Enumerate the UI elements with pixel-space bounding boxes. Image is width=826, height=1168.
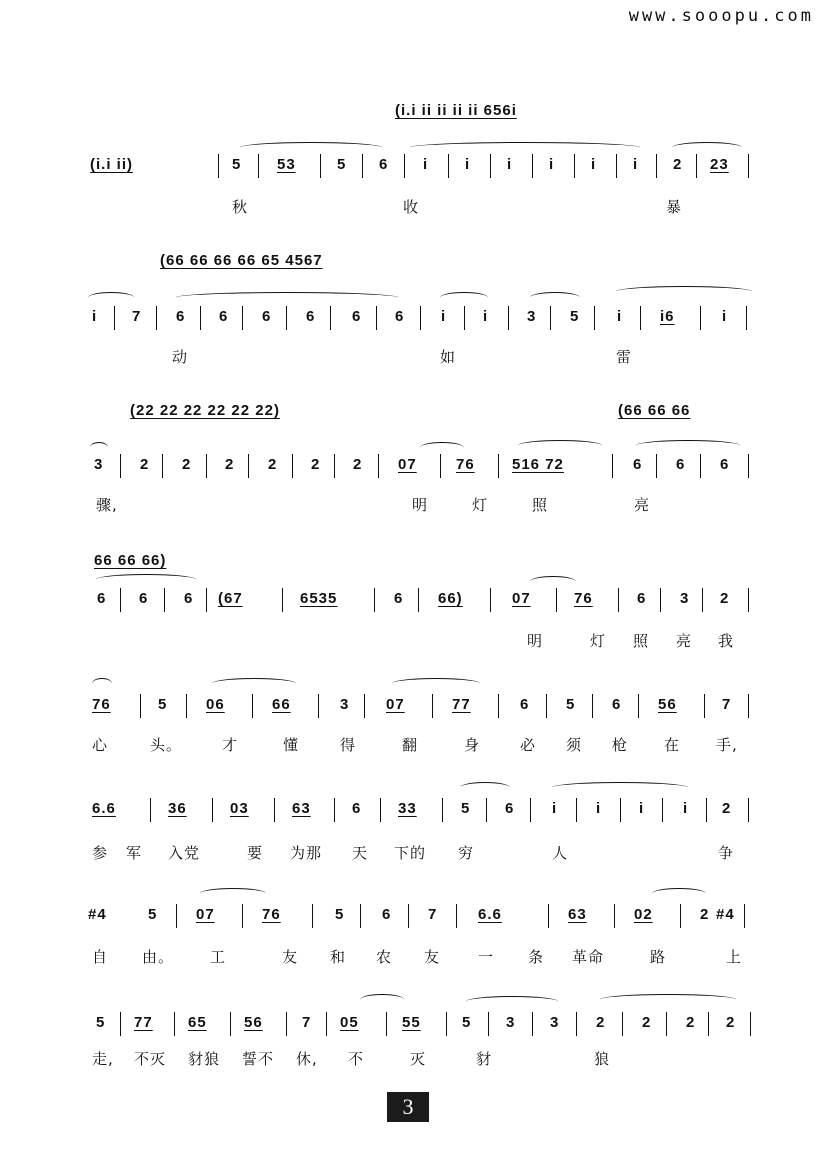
note: 3	[680, 590, 690, 607]
lyric: 明	[412, 496, 429, 514]
note: (67	[218, 590, 243, 607]
note: 66	[272, 696, 291, 713]
note: 63	[292, 800, 311, 817]
note: i	[92, 308, 98, 325]
lyric: 骤,	[96, 496, 118, 514]
lyric: 豺狼	[188, 1050, 221, 1068]
note: 6	[633, 456, 643, 473]
note: 3	[550, 1014, 560, 1031]
lyric: 一	[478, 948, 495, 966]
note: 5	[570, 308, 580, 325]
lyric: 天	[352, 844, 369, 862]
note: i6	[660, 308, 675, 325]
note: 6	[352, 308, 362, 325]
note: 3	[527, 308, 537, 325]
note: 6	[379, 156, 389, 173]
lyric: 农	[376, 948, 393, 966]
note: 5	[566, 696, 576, 713]
note: 07	[398, 456, 417, 473]
note: 66)	[438, 590, 463, 607]
lyric: 照	[532, 496, 549, 514]
interlude: (66 66 66 66 65 4567	[160, 252, 323, 269]
lyric: 走,	[92, 1050, 114, 1068]
note: 7	[428, 906, 438, 923]
lyric: 手,	[716, 736, 738, 754]
note: 6	[520, 696, 530, 713]
lyric: 革命	[572, 948, 605, 966]
lyric: 亮	[634, 496, 651, 514]
lyric: 懂	[283, 736, 300, 754]
note: 76	[574, 590, 593, 607]
note: 76	[456, 456, 475, 473]
note: 6	[219, 308, 229, 325]
note: 6	[262, 308, 272, 325]
note: 2	[700, 906, 710, 923]
note: 2	[686, 1014, 696, 1031]
note: i	[423, 156, 429, 173]
lyric: 亮	[676, 632, 693, 650]
lyric: 和	[330, 948, 347, 966]
lyric: 军	[126, 844, 143, 862]
lyric: 上	[726, 948, 743, 966]
note: 55	[402, 1014, 421, 1031]
note: 76	[92, 696, 111, 713]
lyric: 工	[210, 948, 227, 966]
interlude: (66 66 66	[618, 402, 691, 419]
lyric: 下的	[394, 844, 427, 862]
note: 2	[596, 1014, 606, 1031]
note: 6	[176, 308, 186, 325]
lyric: 秋	[232, 198, 249, 216]
note: 23	[710, 156, 729, 173]
note: i	[617, 308, 623, 325]
lyric: 入党	[168, 844, 201, 862]
lyric: 明	[527, 632, 544, 650]
interlude: 66 66 66)	[94, 552, 167, 569]
note: 6	[676, 456, 686, 473]
note: 6	[637, 590, 647, 607]
note: 3	[506, 1014, 516, 1031]
note: i	[552, 800, 558, 817]
note: 03	[230, 800, 249, 817]
note: i	[483, 308, 489, 325]
note: 5	[148, 906, 158, 923]
lyric: 参	[92, 844, 109, 862]
lyric: 在	[664, 736, 681, 754]
note: 2	[642, 1014, 652, 1031]
lyric: 要	[247, 844, 264, 862]
note: #4	[88, 906, 107, 923]
note: 6	[352, 800, 362, 817]
lyric: 自	[92, 948, 109, 966]
note: 77	[134, 1014, 153, 1031]
note: #4	[716, 906, 735, 923]
note: 07	[386, 696, 405, 713]
note: i	[722, 308, 728, 325]
note: 2	[726, 1014, 736, 1031]
note: 5	[96, 1014, 106, 1031]
lyric: 得	[340, 736, 357, 754]
note: 6.6	[478, 906, 502, 923]
lyric: 必	[520, 736, 537, 754]
lyric: 动	[172, 348, 189, 366]
note: 5	[158, 696, 168, 713]
lyric: 条	[528, 948, 545, 966]
lyric: 雷	[616, 348, 633, 366]
lyric: 灭	[410, 1050, 427, 1068]
note: 7	[302, 1014, 312, 1031]
note: 2	[353, 456, 363, 473]
note: 5	[462, 1014, 472, 1031]
lyric: 灯	[590, 632, 607, 650]
lyric: 穷	[458, 844, 475, 862]
note: 7	[132, 308, 142, 325]
note: 02	[634, 906, 653, 923]
note: 07	[196, 906, 215, 923]
lyric: 照	[633, 632, 650, 650]
lyric: 由。	[142, 948, 175, 966]
note: 06	[206, 696, 225, 713]
lyric: 灯	[472, 496, 489, 514]
note: 6	[394, 590, 404, 607]
note: (i.i ii)	[90, 156, 133, 173]
note: 6	[184, 590, 194, 607]
note: 6535	[300, 590, 338, 607]
lyric: 不	[348, 1050, 365, 1068]
lyric: 友	[424, 948, 441, 966]
note: 2	[225, 456, 235, 473]
site-watermark: www.sooopu.com	[628, 6, 814, 26]
lyric: 暴	[666, 198, 683, 216]
note: 07	[512, 590, 531, 607]
note: i	[639, 800, 645, 817]
note: 77	[452, 696, 471, 713]
page-number: 3	[387, 1092, 429, 1122]
note: 6	[97, 590, 107, 607]
note: 2	[268, 456, 278, 473]
note: 3	[94, 456, 104, 473]
interlude: (i.i ii ii ii ii 656i	[395, 102, 517, 119]
note: 6	[395, 308, 405, 325]
note: 6	[382, 906, 392, 923]
note: 3	[340, 696, 350, 713]
note: 2	[673, 156, 683, 173]
lyric: 不灭	[134, 1050, 167, 1068]
lyric: 才	[222, 736, 239, 754]
note: 6	[139, 590, 149, 607]
note: 56	[658, 696, 677, 713]
lyric: 人	[552, 844, 569, 862]
note: 76	[262, 906, 281, 923]
lyric: 头。	[150, 736, 183, 754]
note: 36	[168, 800, 187, 817]
note: 65	[188, 1014, 207, 1031]
note: 63	[568, 906, 587, 923]
note: i	[549, 156, 555, 173]
note: 7	[722, 696, 732, 713]
lyric: 心	[92, 736, 109, 754]
lyric: 翻	[402, 736, 419, 754]
note: 05	[340, 1014, 359, 1031]
note: 5	[461, 800, 471, 817]
interlude: (22 22 22 22 22 22)	[130, 402, 280, 419]
lyric: 如	[440, 348, 457, 366]
lyric: 我	[718, 632, 735, 650]
note: 2	[720, 590, 730, 607]
lyric: 友	[282, 948, 299, 966]
note: 2	[311, 456, 321, 473]
note: 53	[277, 156, 296, 173]
lyric: 收	[403, 198, 420, 216]
note: 2	[722, 800, 732, 817]
note: 2	[140, 456, 150, 473]
note: i	[441, 308, 447, 325]
note: 5	[232, 156, 242, 173]
lyric: 争	[718, 844, 735, 862]
note: i	[596, 800, 602, 817]
lyric: 须	[566, 736, 583, 754]
note: 5	[337, 156, 347, 173]
note: 6	[612, 696, 622, 713]
note: i	[633, 156, 639, 173]
lyric: 身	[464, 736, 481, 754]
note: 6.6	[92, 800, 116, 817]
note: 6	[720, 456, 730, 473]
note: 516 72	[512, 456, 564, 473]
note: i	[683, 800, 689, 817]
note: 33	[398, 800, 417, 817]
lyric: 为那	[290, 844, 323, 862]
note: 6	[306, 308, 316, 325]
lyric: 豺	[476, 1050, 493, 1068]
note: 56	[244, 1014, 263, 1031]
note: i	[465, 156, 471, 173]
note: 2	[182, 456, 192, 473]
lyric: 枪	[612, 736, 629, 754]
lyric: 路	[650, 948, 667, 966]
note: 6	[505, 800, 515, 817]
lyric: 狼	[594, 1050, 611, 1068]
note: i	[507, 156, 513, 173]
lyric: 休,	[296, 1050, 318, 1068]
note: i	[591, 156, 597, 173]
note: 5	[335, 906, 345, 923]
lyric: 誓不	[242, 1050, 275, 1068]
